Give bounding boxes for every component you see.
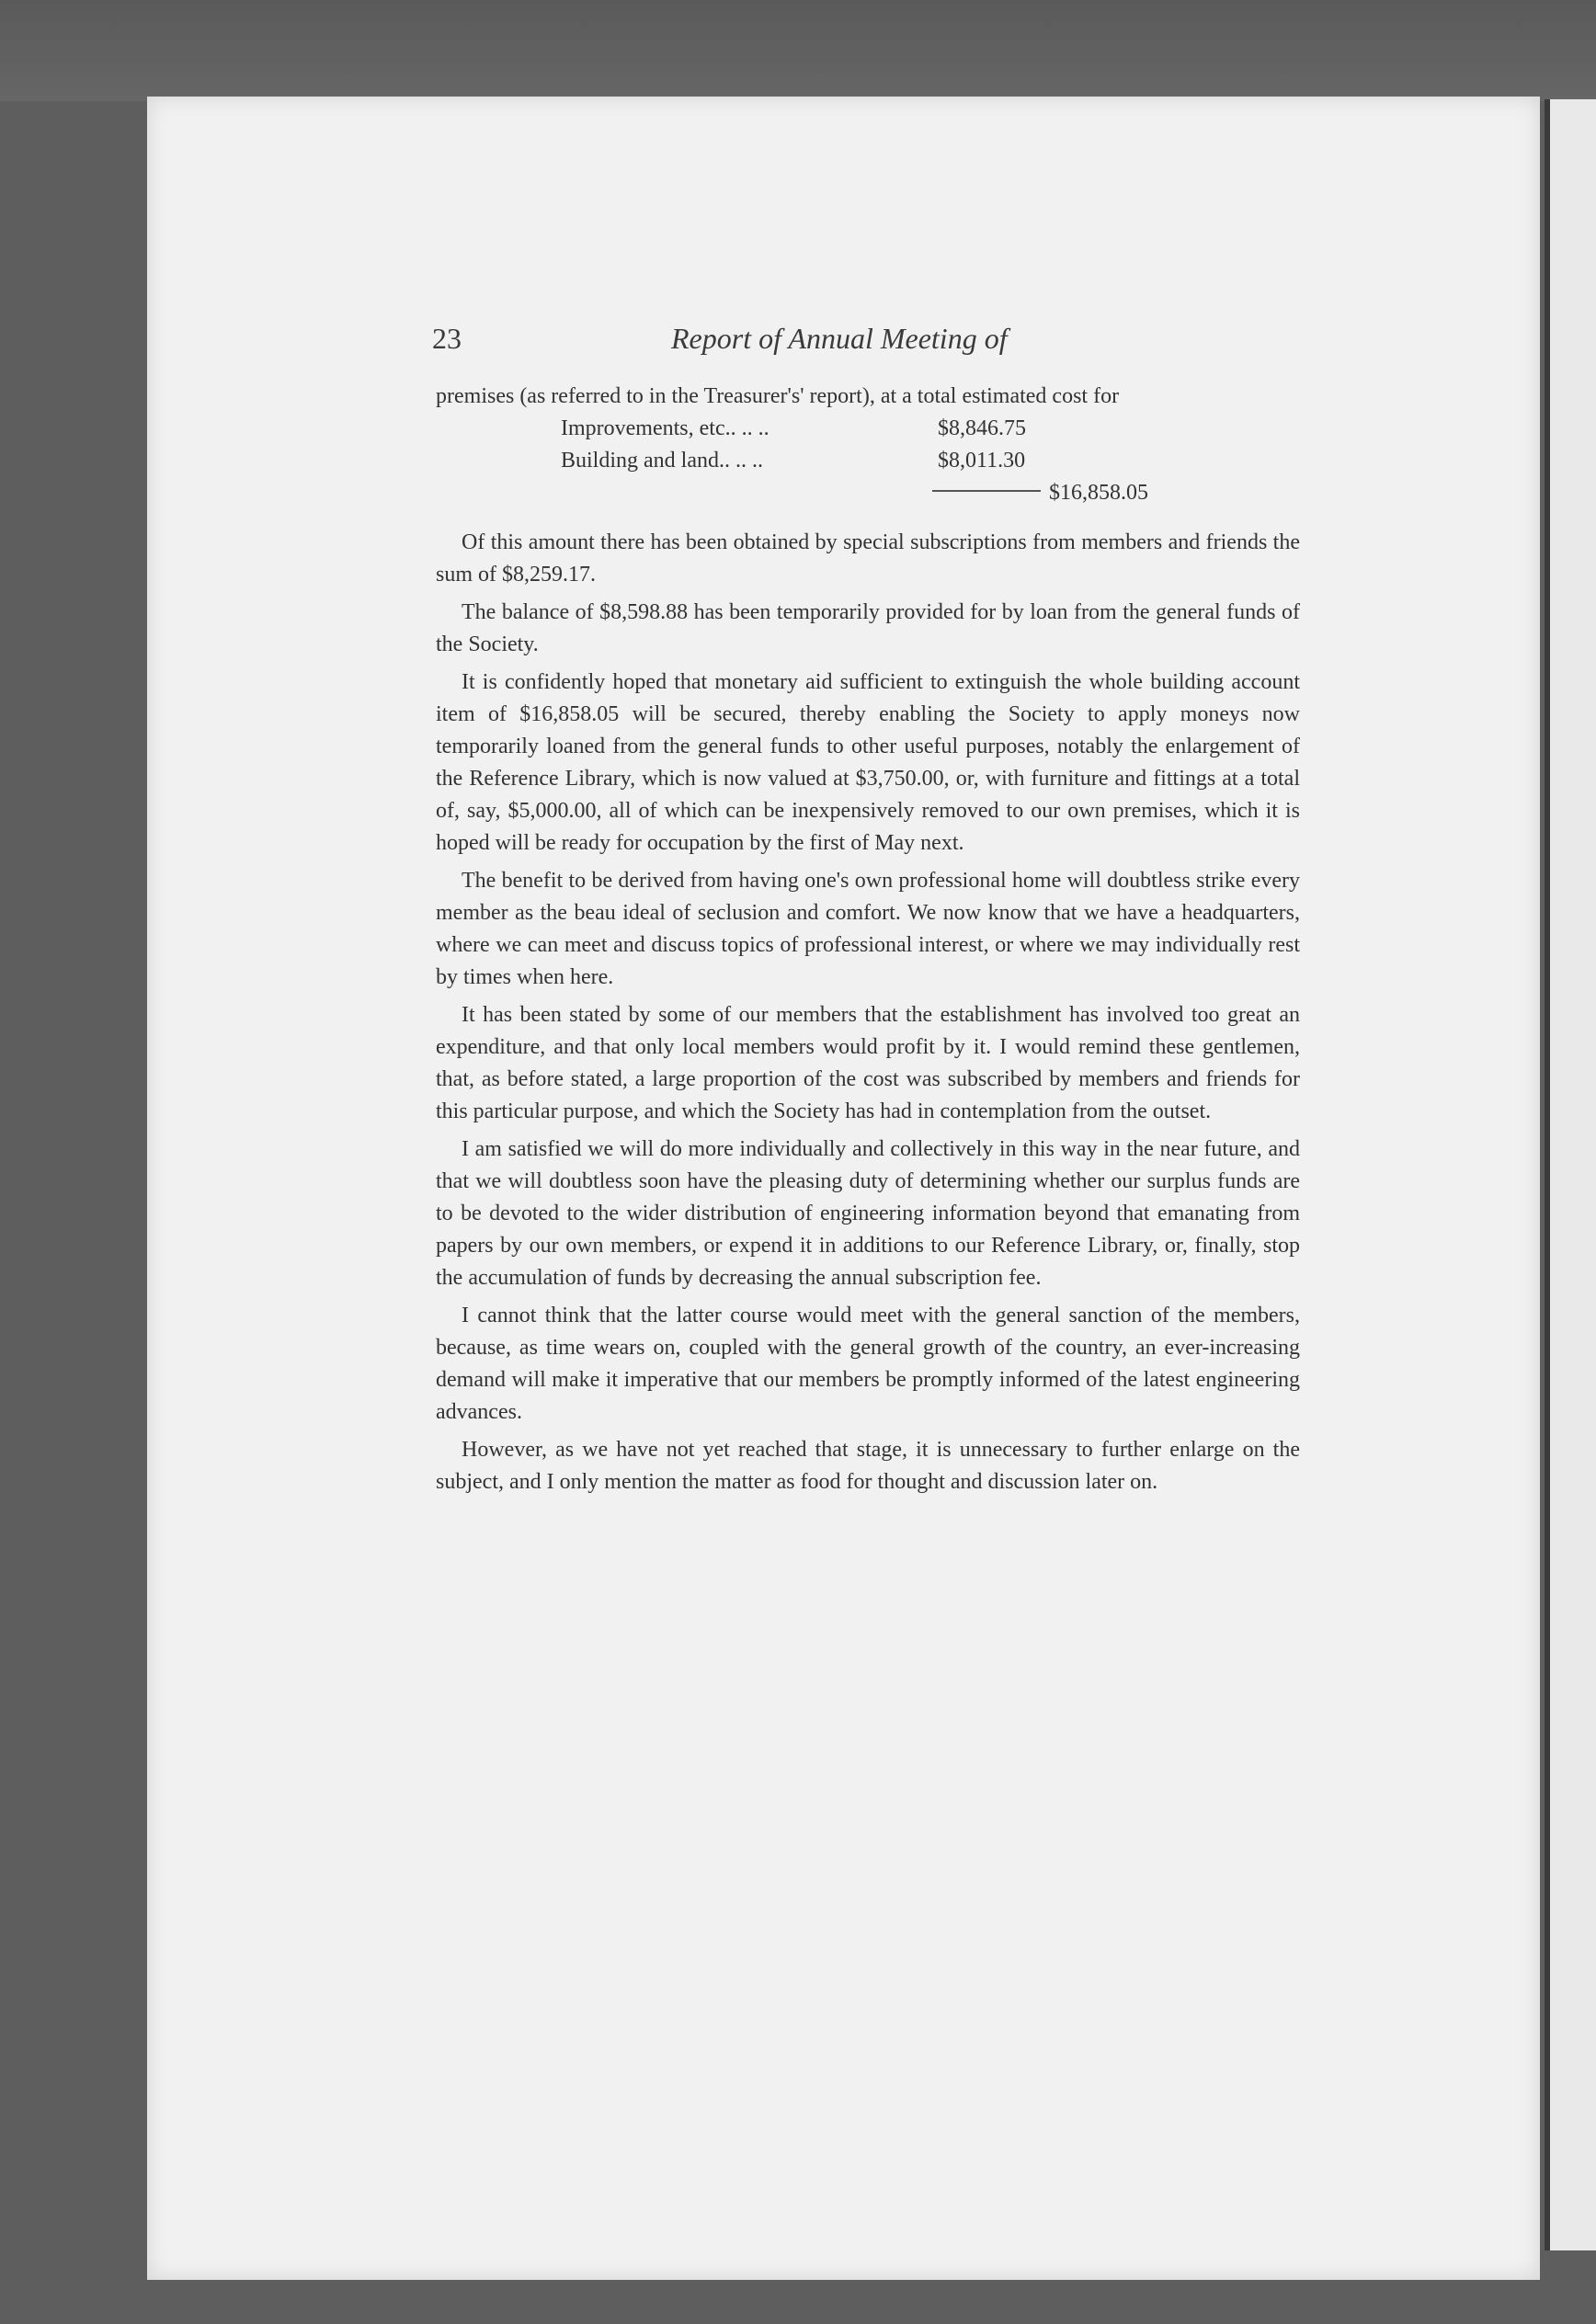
paragraph: The benefit to be derived from having one's own professional home will doubtless strike every member as the beau ideal of seclusion and comfort. We now know that we have a headquarters, where we can meet and discuss topics of professional interest, or where we may individually rest by times when here. <box>436 869 1300 989</box>
paragraph: Of this amount there has been obtained by special subscriptions from members and friends the sum of $8,259.17. <box>436 530 1300 587</box>
paragraph: I cannot think that the latter course would meet with the general sanction of the members, because, as time wears on, coupled with the general growth of the country, an ever-increasing demand will make it imperative that our members be promptly informed of the latest engineering advances. <box>436 1304 1300 1424</box>
running-title: Report of Annual Meeting of <box>671 322 1008 355</box>
page-header <box>432 322 1066 362</box>
adjacent-page-edge <box>1545 99 1596 2250</box>
scan-background <box>0 0 1596 101</box>
cost-label: Improvements, etc.. .. .. <box>561 416 770 440</box>
body-text <box>436 381 1300 1498</box>
page-number: 23 <box>432 322 462 355</box>
paragraph: However, as we have not yet reached that stage, it is unnecessary to further enlarge on the subject, and I only mention the matter as food for thought and discussion later on. <box>436 1438 1300 1494</box>
paragraph: The balance of $8,598.88 has been temporarily provided for by loan from the general funds of the Society. <box>436 600 1300 656</box>
paragraph: I am satisfied we will do more individually and collectively in this way in the near future, and that we will doubtless soon have the pleasing duty of determining whether our surplus funds are to be devoted to the wider distribution of engineering information beyond that emanating from papers by our own members, or expend it in additions to our Reference Library, or, finally, stop the accumulation of funds by decreasing the annual subscription fee. <box>436 1137 1300 1290</box>
cost-amount: $8,846.75 <box>938 416 1026 440</box>
cost-row <box>561 413 1076 445</box>
intro-paragraph: premises (as referred to in the Treasurer's' report), at a total estimated cost for <box>436 384 1120 408</box>
paragraph: It has been stated by some of our members that the establishment has involved too great an expenditure, and that only local members would profit by it. I would remind these gentlemen, that, as before stated, a large proportion of the cost was subscribed by members and friends for this particular purpose, and which the Society has had in contemplation from the outset. <box>436 1003 1300 1123</box>
cost-row <box>561 445 1076 477</box>
cost-table <box>436 413 1300 508</box>
cost-amount: $8,011.30 <box>938 449 1026 473</box>
total-rule <box>932 490 1041 492</box>
cost-total: $16,858.05 <box>1049 481 1148 505</box>
paragraph: It is confidently hoped that monetary aid sufficient to extinguish the whole building account item of $16,858.05 will be secured, thereby enabling the Society to apply moneys now temporarily loaned from the general funds to other useful purposes, notably the enlargement of the Reference Library, which is now valued at $3,750.00, or, with furniture and fittings at a total of, say, $5,000.00, all of which can be inexpensively removed to our own premises, which it is hoped will be ready for occupation by the first of May next. <box>436 670 1300 855</box>
cost-label: Building and land.. .. .. <box>561 449 763 473</box>
